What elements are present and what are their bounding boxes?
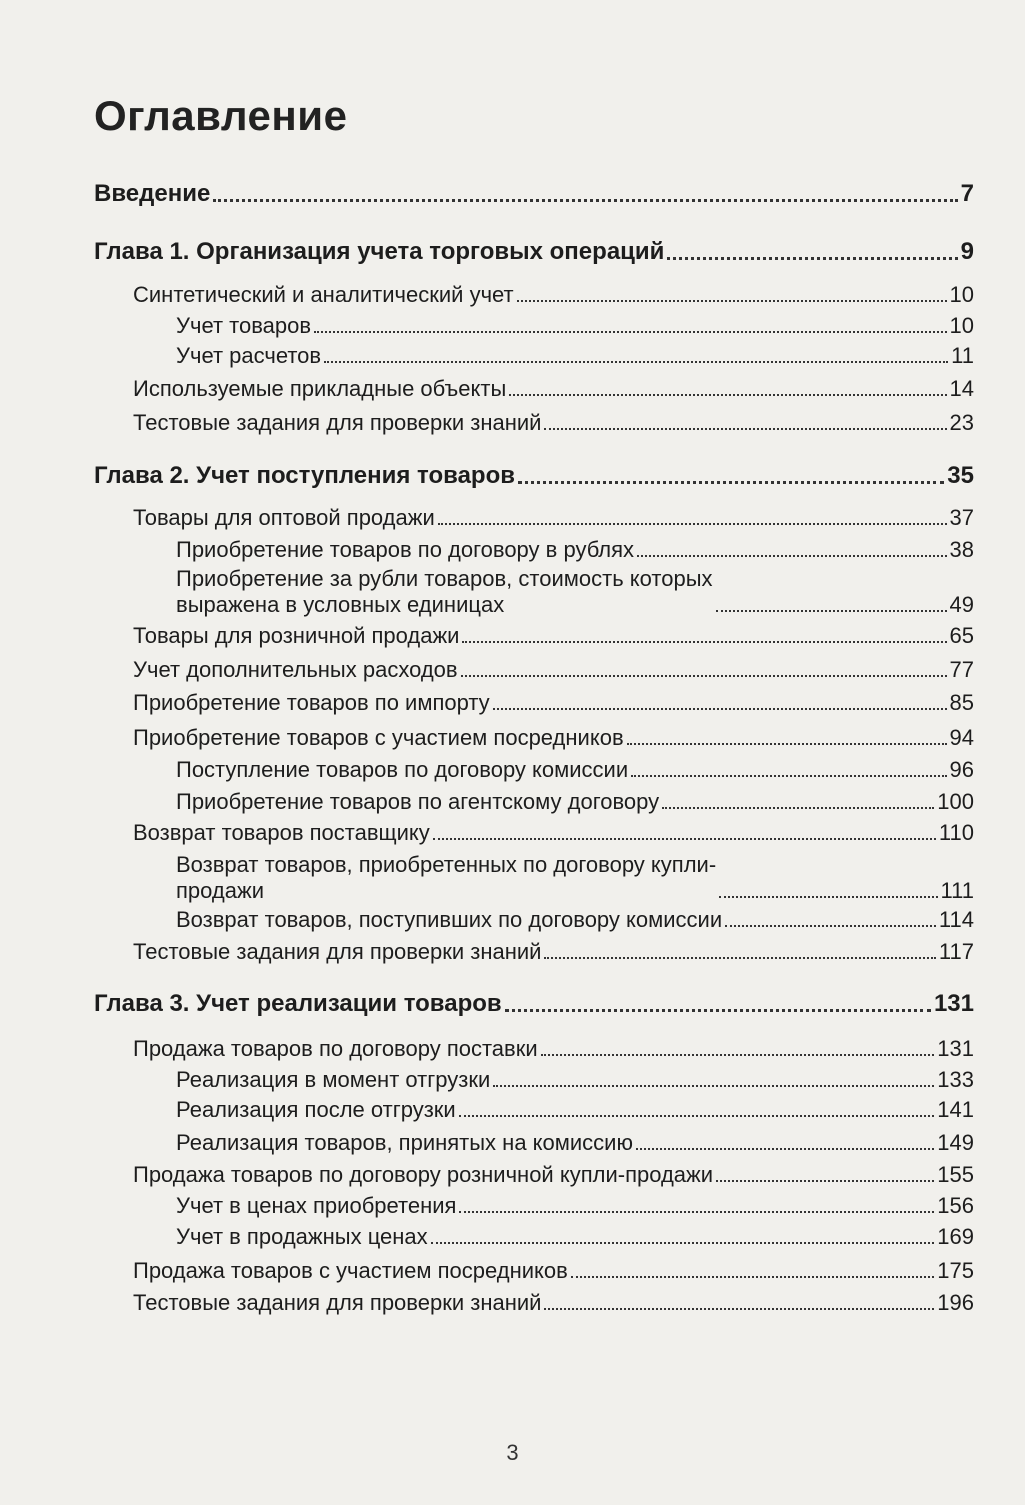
toc-entry-label: Учет в ценах приобретения [176,1193,457,1218]
toc-entry-page: 114 [938,907,974,932]
toc-entry-label: Тестовые задания для проверки знаний [133,939,542,964]
toc-dot-leader [636,1148,934,1150]
toc-entry [176,566,974,618]
toc-entry-page: 196 [937,1290,974,1315]
toc-entry-label: Реализация товаров, принятых на комиссию [176,1130,633,1155]
toc-entry [176,313,974,339]
toc-entry-label: Поступление товаров по договору комиссии [176,757,629,782]
toc-chapter-entry [94,180,974,208]
toc-dot-leader [505,1009,931,1012]
toc-dot-leader [667,257,957,260]
toc-entry-page: 117 [938,939,974,964]
toc-entry-page: 65 [949,623,974,648]
toc-entry-label: Введение [94,180,211,207]
toc-entry [133,623,974,649]
toc-entry-page: 149 [937,1130,974,1155]
toc-entry-label: Глава 3. Учет реализации товаров [94,990,502,1017]
toc-chapter-entry [94,990,974,1018]
toc-dot-leader [493,708,947,710]
toc-dot-leader [631,775,946,777]
toc-entry-page: 96 [949,757,974,782]
toc-entry-page: 37 [949,505,974,530]
toc-entry-label: Товары для оптовой продажи [133,505,435,530]
toc-entry [133,725,974,751]
toc-entry-page: 100 [937,789,974,814]
toc-chapter-entry [94,238,974,266]
toc-entry [176,907,974,933]
toc-entry [176,343,974,369]
toc-dot-leader [544,428,946,430]
toc-entry-label: Приобретение товаров по договору в рублях [176,537,635,562]
toc-entry-page: 131 [937,1036,974,1061]
toc-entry-page: 7 [960,180,974,207]
toc-dot-leader [493,1085,934,1087]
toc-entry-page: 169 [937,1224,974,1249]
toc-entry-page: 14 [949,376,974,401]
toc-entry-page: 10 [949,313,974,338]
toc-entry [176,1224,974,1250]
toc-entry [133,820,974,846]
toc-dot-leader [627,743,947,745]
toc-entry-label: Тестовые задания для проверки знаний [133,1290,542,1315]
toc-entry-label: Приобретение за рубли товаров, стоимость которых выражена в условных единицах [176,566,713,617]
toc-entry-page: 111 [940,878,974,903]
page-number: 3 [506,1440,519,1465]
toc-entry [133,410,974,436]
toc-dot-leader [459,1211,934,1213]
toc-entry-label: Учет товаров [176,313,312,338]
toc-dot-leader [637,555,946,557]
toc-dot-leader [314,331,946,333]
toc-entry-page: 23 [949,410,974,435]
toc-entry [133,1162,974,1188]
toc-dot-leader [517,300,947,302]
toc-entry-page: 77 [949,657,974,682]
toc-entry-label: Реализация после отгрузки [176,1097,456,1122]
toc-entry [133,1036,974,1062]
toc-dot-leader [518,481,944,484]
toc-entry-page: 11 [951,343,974,368]
page-title: Оглавление [94,92,348,139]
toc-entry [133,505,974,531]
toc-entry-page: 49 [949,592,974,617]
toc-entry-label: Глава 2. Учет поступления товаров [94,462,515,489]
toc-entry [176,537,974,563]
toc-entry-label: Учет расчетов [176,343,322,368]
toc-dot-leader [431,1242,935,1244]
toc-entry-page: 9 [960,238,974,265]
toc-entry-label: Глава 1. Организация учета торговых операций [94,238,665,265]
toc-entry-page: 156 [937,1193,974,1218]
toc-entry [176,757,974,783]
toc-entry-label: Возврат товаров, приобретенных по договору купли- продажи [176,852,717,903]
toc-entry-label: Реализация в момент отгрузки [176,1067,491,1092]
toc-entry-page: 131 [933,990,974,1017]
toc-entry-page: 175 [937,1258,974,1283]
toc-dot-leader [541,1054,935,1056]
toc-dot-leader [461,675,947,677]
toc-entry-page: 94 [949,725,974,750]
toc-entry [133,939,974,965]
toc-dot-leader [725,925,936,927]
toc-entry-label: Продажа товаров с участием посредников [133,1258,568,1283]
toc-entry-page: 38 [949,537,974,562]
toc-entry-label: Приобретение товаров с участием посредников [133,725,624,750]
toc-entry-label: Товары для розничной продажи [133,623,460,648]
toc-dot-leader [462,641,946,643]
toc-entry [133,282,974,308]
toc-dot-leader [719,896,937,898]
toc-dot-leader [324,361,948,363]
toc-entry [133,690,974,716]
toc-entry-label: Используемые прикладные объекты [133,376,507,401]
toc-entry-label: Синтетический и аналитический учет [133,282,514,307]
toc-entry-page: 141 [937,1097,974,1122]
toc-dot-leader [509,394,946,396]
toc-dot-leader [544,1308,934,1310]
toc-dot-leader [544,957,935,959]
toc-entry-page: 85 [949,690,974,715]
toc-entry-label: Возврат товаров, поступивших по договору комиссии [176,907,723,932]
toc-entry-label: Приобретение товаров по агентскому договору [176,789,660,814]
toc-entry-page: 110 [938,820,974,845]
toc-dot-leader [438,523,947,525]
toc-entry-page: 35 [947,462,974,489]
toc-entry [176,789,974,815]
toc-entry [176,1097,974,1123]
toc-entry [176,1130,974,1156]
toc-entry-label: Учет дополнительных расходов [133,657,458,682]
toc-entry-page: 155 [937,1162,974,1187]
toc-dot-leader [213,199,957,202]
toc-entry-page: 10 [949,282,974,307]
toc-dot-leader [571,1276,934,1278]
toc-entry-label: Учет в продажных ценах [176,1224,428,1249]
toc-dot-leader [459,1115,935,1117]
toc-entry [176,1067,974,1093]
toc-entry [133,657,974,683]
toc-entry [133,1258,974,1284]
toc-entry-label: Тестовые задания для проверки знаний [133,410,542,435]
toc-entry [133,376,974,402]
toc-entry [176,852,974,904]
toc-entry-page: 133 [937,1067,974,1092]
toc-entry-label: Продажа товаров по договору розничной купли-продажи [133,1162,714,1187]
toc-dot-leader [716,1180,934,1182]
toc-entry [133,1290,974,1316]
toc-dot-leader [433,838,936,840]
toc-chapter-entry [94,462,974,490]
toc-dot-leader [716,610,947,612]
toc-dot-leader [662,807,934,809]
toc-entry [176,1193,974,1219]
toc-entry-label: Возврат товаров поставщику [133,820,430,845]
toc-entry-label: Приобретение товаров по импорту [133,690,490,715]
toc-entry-label: Продажа товаров по договору поставки [133,1036,538,1061]
